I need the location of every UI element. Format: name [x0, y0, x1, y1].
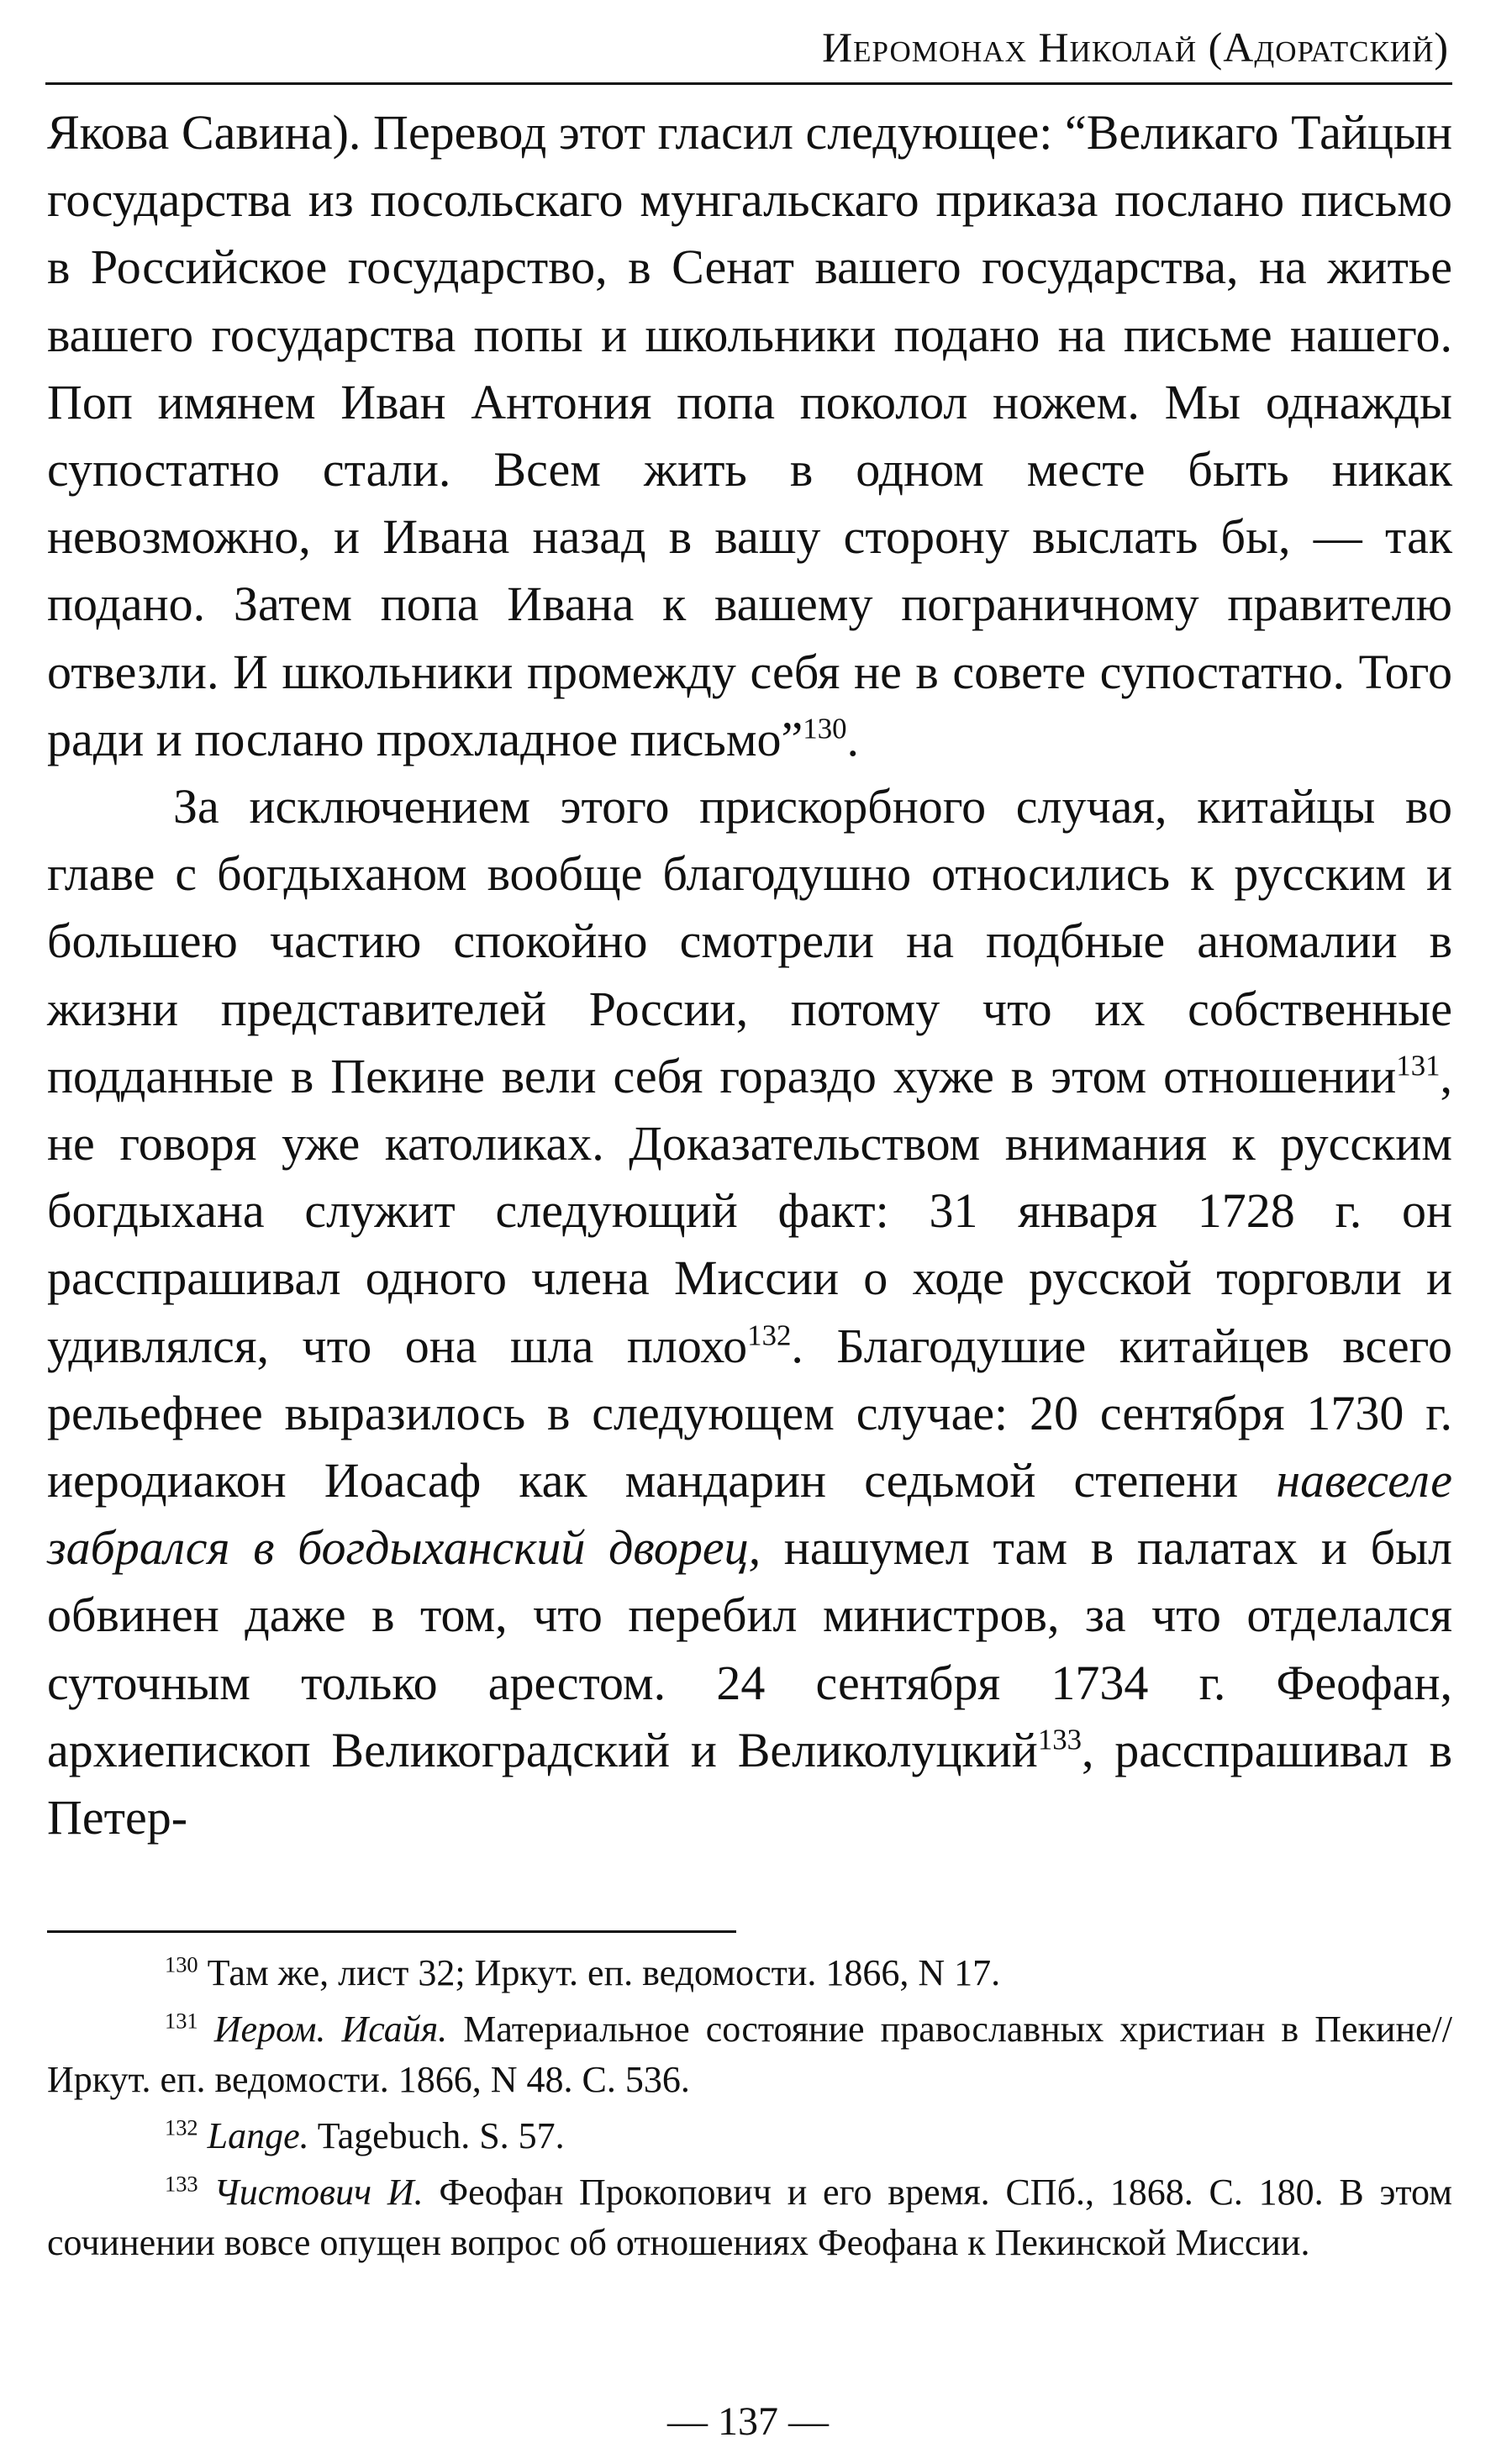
note-ref: 133	[165, 2171, 198, 2197]
note-ref: 130	[165, 1951, 198, 1977]
page-number: — 137 —	[667, 2399, 829, 2444]
paragraph-1	[47, 99, 1452, 773]
footnote-rule	[47, 1930, 736, 1933]
text-run	[198, 2172, 214, 2213]
italic-text: Lange.	[207, 2115, 309, 2156]
text-run: Материальное состояние православных христиан в Пекине//Иркут. еп. ведомости. 1866, N 48. С. 536.	[47, 2009, 1452, 2100]
text-run: , не говоря уже католиках. Доказательством внимания к русским богдыхана служит следующий факт: 31 января 1728 г. он расспрашивал одного члена Миссии о ходе русской торговли и удивлялся, что она шла плохо	[47, 1048, 1452, 1373]
footnote-133	[47, 2167, 1452, 2268]
text-run: .	[846, 711, 859, 766]
footnotes	[47, 1948, 1452, 2274]
note-ref: 132	[165, 2114, 198, 2140]
note-ref: 131	[165, 2008, 198, 2034]
note-ref: 132	[747, 1319, 792, 1352]
text-run: Феофан Прокопович и его время. СПб., 1868. С. 180. В этом сочинении вовсе опущен вопрос об отношениях Феофана к Пекинской Миссии.	[47, 2172, 1453, 2263]
footnote-131	[47, 2004, 1452, 2105]
note-ref: 130	[803, 712, 847, 745]
text-run	[198, 2115, 208, 2156]
text-run: За исключением этого прискорбного случая, китайцы во главе с богдыханом вообще благодушно относились к русским и большею частию спокойно смотрели на подбные аномалии в жизни представителей России, потому что их собственные подданные в Пекине вели себя гораздо хуже в этом отношении	[47, 779, 1452, 1103]
note-ref: 131	[1396, 1049, 1441, 1082]
italic-text: Чистович И.	[213, 2172, 424, 2213]
paragraph-2	[47, 773, 1452, 1851]
text-run: Tagebuch. S. 57.	[308, 2115, 565, 2156]
main-text	[47, 99, 1452, 1851]
italic-text: Иером. Исайя.	[213, 2009, 448, 2050]
running-head: Иеромонах Николай (Адоратский)	[822, 24, 1449, 71]
footnote-130	[47, 1948, 1452, 1998]
italic-text: навеселе забрался в богдыханский дворец,	[47, 1453, 1452, 1576]
text-run: , расспрашивал в Петер-	[47, 1722, 1452, 1845]
text-run: Там же, лист 32; Иркут. еп. ведомости. 1866, N 17.	[198, 1952, 1001, 1993]
note-ref: 133	[1037, 1723, 1082, 1756]
header-rule	[45, 82, 1452, 85]
text-run	[198, 2009, 214, 2050]
footnote-132	[47, 2111, 1452, 2161]
text-run: нашумел там в палатах и был обвинен даже в том, что перебил министров, за что отделался суточным только арестом. 24 сентября 1734 г. Феофан, архиепископ Великоградский и Великолуцкий	[47, 1520, 1452, 1777]
text-run: Якова Савина). Перевод этот гласил следующее: “Великаго Тайцын государства из посольскаго мунгальскаго приказа послано письмо в Российское государство, в Сенат вашего государства, на житье вашего государства попы и школьники подано на письме нашего. Поп имянем Иван Антония попа поколол ножем. Мы однажды супостатно стали. Всем жить в одном месте быть никак невозможно, и Ивана назад в вашу сторону выслать бы, — так подано. Затем попа Ивана к вашему пограничному правителю отвезли. И школьники промежду себя не в совете супостатно. Того ради и послано прохладное письмо”	[47, 105, 1452, 766]
text-run: . Благодушие китайцев всего рельефнее выразилось в следующем случае: 20 сентября 1730 г. иеродиакон Иоасаф как мандарин седьмой степени	[47, 1318, 1452, 1508]
